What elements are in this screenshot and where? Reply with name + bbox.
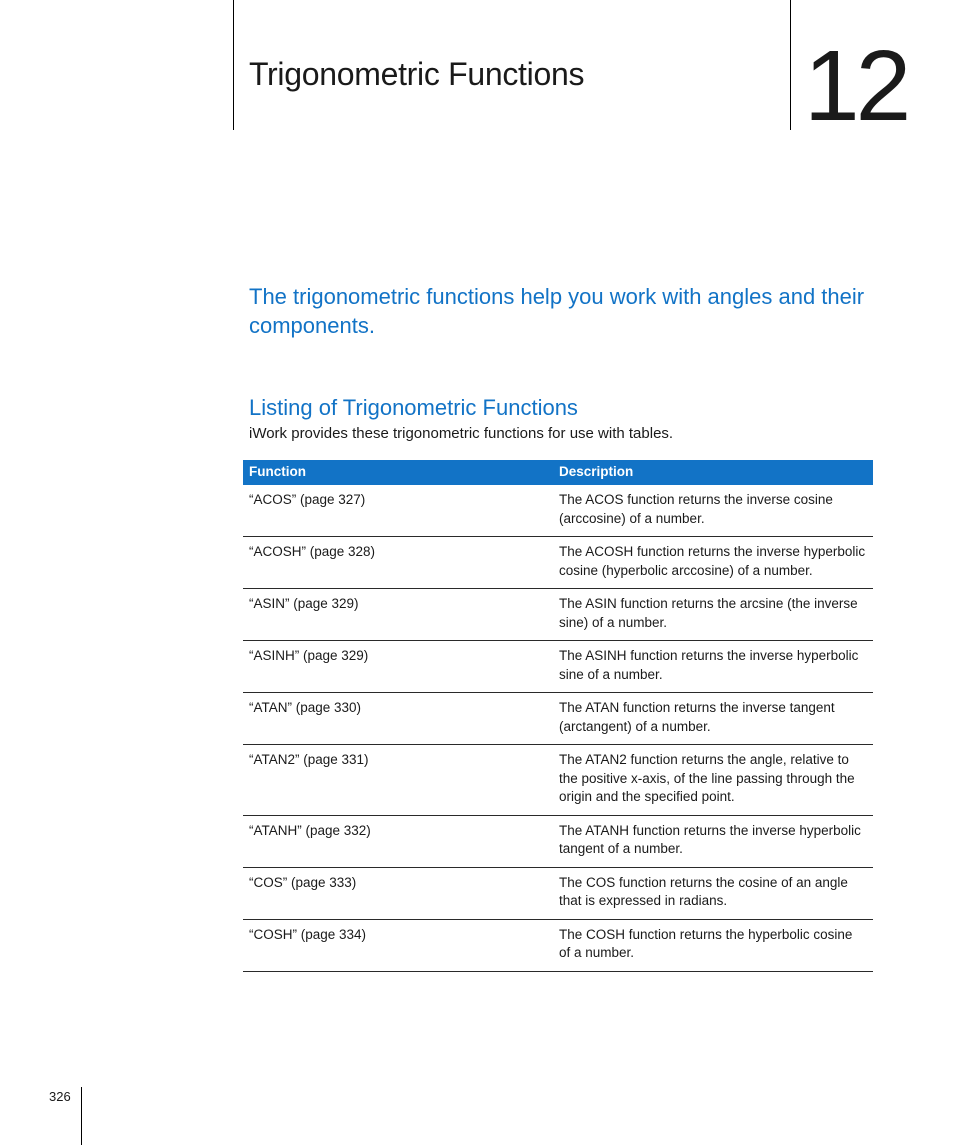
function-link[interactable]: “ATAN2” (page 331) (243, 745, 553, 816)
table-header-row (243, 460, 873, 485)
function-link[interactable]: “ATAN” (page 330) (243, 693, 553, 745)
function-description: The ACOSH function returns the inverse hyperbolic cosine (hyperbolic arccosine) of a number. (553, 537, 873, 589)
function-link[interactable]: “ACOS” (page 327) (243, 485, 553, 537)
chapter-number: 12 (804, 30, 908, 142)
function-link[interactable]: “COS” (page 333) (243, 867, 553, 919)
function-description: The COS function returns the cosine of an angle that is expressed in radians. (553, 867, 873, 919)
chapter-right-rule (790, 0, 791, 130)
table-row (243, 745, 873, 816)
function-description: The COSH function returns the hyperbolic cosine of a number. (553, 919, 873, 971)
table-row (243, 919, 873, 971)
function-description: The ATAN function returns the inverse tangent (arctangent) of a number. (553, 693, 873, 745)
function-description: The ASIN function returns the arcsine (the inverse sine) of a number. (553, 589, 873, 641)
section-lead: iWork provides these trigonometric functions for use with tables. (249, 425, 674, 442)
functions-table (243, 460, 873, 972)
table-row (243, 537, 873, 589)
chapter-intro: The trigonometric functions help you work with angles and their components. (249, 284, 865, 338)
function-link[interactable]: “COSH” (page 334) (243, 919, 553, 971)
table-row (243, 641, 873, 693)
function-link[interactable]: “ATANH” (page 332) (243, 815, 553, 867)
function-description: The ATAN2 function returns the angle, relative to the positive x-axis, of the line passing through the origin and the specified point. (553, 745, 873, 816)
table-row (243, 867, 873, 919)
table-row (243, 693, 873, 745)
function-description: The ATANH function returns the inverse hyperbolic tangent of a number. (553, 815, 873, 867)
section-heading: Listing of Trigonometric Functions (249, 395, 578, 420)
function-link[interactable]: “ASINH” (page 329) (243, 641, 553, 693)
footer-rule (81, 1087, 82, 1145)
column-header-description: Description (553, 460, 873, 485)
page-number: 326 (49, 1089, 71, 1104)
table-row (243, 485, 873, 537)
table-row (243, 815, 873, 867)
function-link[interactable]: “ASIN” (page 329) (243, 589, 553, 641)
chapter-title: Trigonometric Functions (249, 56, 585, 92)
function-description: The ASINH function returns the inverse hyperbolic sine of a number. (553, 641, 873, 693)
chapter-left-rule (233, 0, 234, 130)
function-link[interactable]: “ACOSH” (page 328) (243, 537, 553, 589)
function-description: The ACOS function returns the inverse cosine (arccosine) of a number. (553, 485, 873, 537)
table-row (243, 589, 873, 641)
column-header-function: Function (243, 460, 553, 485)
